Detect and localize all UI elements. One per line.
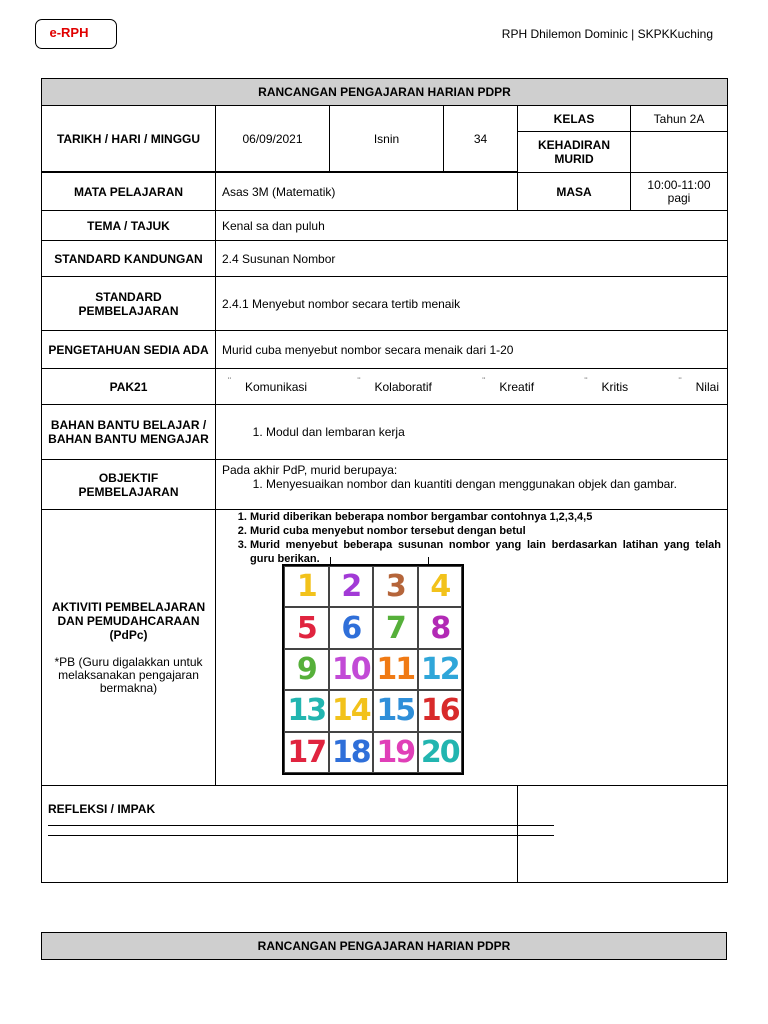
pak-options xyxy=(216,369,728,405)
bahan-value xyxy=(216,405,728,460)
pak-option: ¨ Kritis xyxy=(584,375,629,394)
masa-value: 10:00-11:00 pagi xyxy=(631,173,728,211)
kehadiran-label: KEHADIRAN MURID xyxy=(518,132,631,173)
kehadiran-value xyxy=(631,132,728,173)
objektif-intro: Pada akhir PdP, murid berupaya: xyxy=(222,463,398,477)
number-cell: 11 xyxy=(373,649,418,690)
number-cell: 1 xyxy=(284,566,329,607)
objektif-label: OBJEKTIF PEMBELAJARAN xyxy=(42,460,216,510)
number-cell: 5 xyxy=(284,607,329,648)
number-cell: 7 xyxy=(373,607,418,648)
number-cell: 20 xyxy=(418,732,463,773)
kelas-label: KELAS xyxy=(518,106,631,132)
pak-option: ¨ Kreatif xyxy=(482,375,535,394)
writing-line xyxy=(48,816,554,826)
week-value: 34 xyxy=(444,106,518,172)
mata-label: MATA PELAJARAN xyxy=(42,173,216,211)
grid-tick xyxy=(428,557,429,564)
tema-label: TEMA / TAJUK xyxy=(42,211,216,241)
aktiviti-note: *PB (Guru digalakkan untuk melaksanakan pengajaran bermakna) xyxy=(54,655,203,695)
number-cell: 13 xyxy=(284,690,329,731)
number-cell: 10 xyxy=(329,649,374,690)
page-title: RANCANGAN PENGAJARAN HARIAN PDPR xyxy=(42,79,728,106)
number-cell: 12 xyxy=(418,649,463,690)
number-cell: 3 xyxy=(373,566,418,607)
number-cell: 18 xyxy=(329,732,374,773)
objektif-value xyxy=(216,460,728,510)
pak-option: ¨ Komunikasi xyxy=(228,375,308,394)
sp-value: 2.4.1 Menyebut nombor secara tertib menaik xyxy=(216,277,728,331)
writing-line xyxy=(48,826,554,836)
refleksi-label: REFLEKSI / IMPAK xyxy=(48,802,156,816)
tarikh-label: TARIKH / HARI / MINGGU xyxy=(42,106,216,172)
pak-label: PAK21 xyxy=(42,369,216,405)
number-cell: 8 xyxy=(418,607,463,648)
pak-option: ¨ Kolaboratif xyxy=(357,375,432,394)
list-item: 3. Murid menyebut beberapa susunan nombor yang lain berdasarkan latihan yang telah guru berikan. xyxy=(250,538,721,566)
list-item: 1. Modul dan lembaran kerja xyxy=(266,425,721,439)
list-item: 1. Menyesuaikan nombor dan kuantiti dengan menggunakan objek dan gambar. xyxy=(266,477,721,491)
number-grid-image xyxy=(282,564,464,775)
list-item: 2. Murid cuba menyebut nombor tersebut dengan betul xyxy=(250,524,721,538)
sk-value: 2.4 Susunan Nombor xyxy=(216,241,728,277)
psa-label: PENGETAHUAN SEDIA ADA xyxy=(42,331,216,369)
number-cell: 17 xyxy=(284,732,329,773)
checkbox-icon: ¨ xyxy=(584,375,588,386)
sp-label: STANDARD PEMBELAJARAN xyxy=(42,277,216,331)
tema-value: Kenal sa dan puluh xyxy=(216,211,728,241)
number-cell: 2 xyxy=(329,566,374,607)
number-cell: 4 xyxy=(418,566,463,607)
checkbox-icon: ¨ xyxy=(678,375,682,386)
header-author: RPH Dhilemon Dominic | SKPKKuching xyxy=(501,27,713,41)
checkbox-icon: ¨ xyxy=(482,375,486,386)
masa-label: MASA xyxy=(518,173,631,211)
list-item: 1. Murid diberikan beberapa nombor bergambar contohnya 1,2,3,4,5 xyxy=(250,510,721,524)
date-value: 06/09/2021 xyxy=(216,106,330,172)
number-cell: 14 xyxy=(329,690,374,731)
number-cell: 15 xyxy=(373,690,418,731)
number-cell: 16 xyxy=(418,690,463,731)
checkbox-icon: ¨ xyxy=(357,375,361,386)
checkbox-icon: ¨ xyxy=(228,375,231,386)
number-cell: 19 xyxy=(373,732,418,773)
mata-value: Asas 3M (Matematik) xyxy=(216,173,518,211)
aktiviti-label: AKTIVITI PEMBELAJARAN DAN PEMUDAHCARAAN (PdPc) xyxy=(51,600,206,642)
erph-badge: e-RPH xyxy=(35,19,117,49)
grid-tick xyxy=(330,557,331,564)
number-cell: 9 xyxy=(284,649,329,690)
bahan-label: BAHAN BANTU BELAJAR / BAHAN BANTU MENGAJAR xyxy=(42,405,216,460)
next-page-title: RANCANGAN PENGAJARAN HARIAN PDPR xyxy=(41,932,727,960)
psa-value: Murid cuba menyebut nombor secara menaik dari 1-20 xyxy=(216,331,728,369)
number-cell: 6 xyxy=(329,607,374,648)
aktiviti-label-cell xyxy=(42,510,216,786)
kelas-value: Tahun 2A xyxy=(631,106,728,132)
refleksi-cell xyxy=(42,786,518,883)
day-value: Isnin xyxy=(330,106,444,172)
sk-label: STANDARD KANDUNGAN xyxy=(42,241,216,277)
refleksi-side xyxy=(518,786,728,883)
pak-option: ¨ Nilai xyxy=(678,375,719,394)
